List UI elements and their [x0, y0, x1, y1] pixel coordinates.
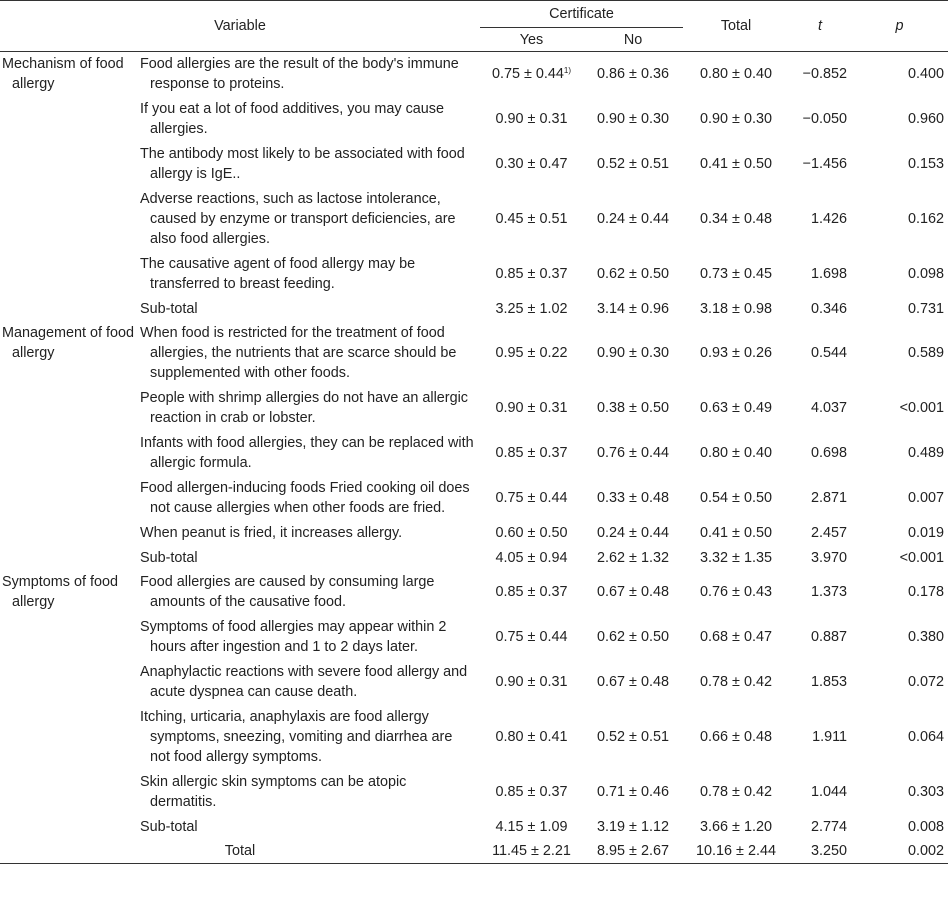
table-row [0, 52, 948, 98]
table-row [0, 431, 948, 476]
no-header: No [583, 28, 683, 52]
p-cell: 0.589 [908, 345, 945, 361]
no-cell: 0.24 ± 0.44 [597, 525, 669, 541]
yes-cell [480, 97, 583, 142]
yes-value: 0.95 ± 0.22 [495, 345, 568, 361]
total-cell: 0.63 ± 0.49 [700, 400, 772, 416]
t-cell: 1.698 [811, 266, 848, 282]
t-cell: 4.037 [811, 400, 848, 416]
p-cell: 0.731 [908, 301, 945, 317]
table-row [0, 660, 948, 705]
section-category-label: Management of food allergy [2, 325, 135, 361]
p-cell: 0.019 [908, 525, 945, 541]
variable-cell [138, 187, 480, 252]
section-category-label: Symptoms of food allergy [2, 574, 118, 610]
p-cell: 0.162 [908, 211, 945, 227]
t-cell: 0.887 [811, 629, 848, 645]
p-cell: 0.489 [908, 445, 945, 461]
no-cell: 0.90 ± 0.30 [597, 111, 669, 127]
table-row [0, 521, 948, 546]
yes-cell: 3.25 ± 1.02 [495, 301, 568, 317]
table-row [0, 770, 948, 815]
yes-cell [480, 187, 583, 252]
yes-cell: 4.05 ± 0.94 [495, 550, 568, 566]
yes-value: 0.85 ± 0.37 [495, 445, 568, 461]
yes-cell [480, 321, 583, 386]
yes-value: 0.30 ± 0.47 [495, 156, 568, 172]
no-cell: 0.62 ± 0.50 [597, 629, 669, 645]
variable-cell [138, 52, 480, 98]
p-cell: 0.303 [908, 784, 945, 800]
no-cell: 0.76 ± 0.44 [597, 445, 669, 461]
t-cell: −0.050 [802, 111, 848, 127]
variable-cell [138, 252, 480, 297]
yes-cell [480, 615, 583, 660]
no-cell: 0.86 ± 0.36 [597, 66, 669, 82]
certificate-header: Certificate [480, 1, 683, 28]
variable-header: Variable [0, 1, 480, 52]
variable-text: Symptoms of food allergies may appear within 2 hours after ingestion and 1 to 2 days later. [140, 619, 447, 655]
subtotal-row [0, 297, 948, 321]
table-row [0, 476, 948, 521]
yes-cell [480, 521, 583, 546]
variable-text: Infants with food allergies, they can be replaced with allergic formula. [140, 435, 474, 471]
variable-cell [138, 615, 480, 660]
p-cell: 0.178 [908, 584, 945, 600]
yes-header: Yes [480, 28, 583, 52]
t-cell: 1.044 [811, 784, 848, 800]
t-cell: −0.852 [802, 66, 848, 82]
table-row [0, 615, 948, 660]
table-row [0, 252, 948, 297]
yes-cell: 11.45 ± 2.21 [480, 839, 583, 864]
p-cell: 0.153 [908, 156, 945, 172]
variable-cell [138, 570, 480, 615]
yes-value: 0.85 ± 0.37 [495, 584, 568, 600]
t-header: t [789, 1, 851, 52]
t-cell: 1.911 [812, 729, 848, 745]
variable-cell [138, 476, 480, 521]
total-cell: 0.78 ± 0.42 [700, 674, 772, 690]
variable-text: The causative agent of food allergy may be transferred to breast feeding. [140, 256, 416, 292]
grand-total-row [0, 839, 948, 864]
no-cell: 3.14 ± 0.96 [597, 301, 669, 317]
variable-text: The antibody most likely to be associated with food allergy is IgE.. [140, 146, 465, 182]
table-row [0, 97, 948, 142]
p-cell: 0.007 [908, 490, 945, 506]
p-cell: 0.400 [908, 66, 945, 82]
section-category-label: Mechanism of food allergy [2, 56, 124, 92]
variable-text: Food allergen-inducing foods Fried cooking oil does not cause allergies when other foods are fried. [140, 480, 470, 516]
table-row [0, 321, 948, 386]
t-cell: 2.774 [811, 819, 848, 835]
variable-text: Food allergies are caused by consuming large amounts of the causative food. [140, 574, 435, 610]
t-cell: 1.426 [811, 211, 848, 227]
t-cell: 3.970 [811, 550, 848, 566]
yes-value: 0.75 ± 0.44 [495, 490, 568, 506]
no-cell: 2.62 ± 1.32 [597, 550, 669, 566]
t-cell: 2.871 [811, 490, 848, 506]
subtotal-label: Sub-total [140, 550, 198, 566]
yes-cell [480, 431, 583, 476]
footnote-marker: 1) [563, 66, 572, 75]
variable-cell [138, 521, 480, 546]
table-row [0, 187, 948, 252]
total-cell: 0.80 ± 0.40 [700, 445, 772, 461]
variable-cell [138, 770, 480, 815]
total-cell: 0.93 ± 0.26 [700, 345, 772, 361]
total-cell: 0.34 ± 0.48 [700, 211, 772, 227]
yes-value: 0.90 ± 0.31 [495, 674, 568, 690]
total-cell: 3.18 ± 0.98 [700, 301, 772, 317]
table-row [0, 705, 948, 770]
no-cell: 0.52 ± 0.51 [597, 729, 669, 745]
total-cell: 0.66 ± 0.48 [700, 729, 772, 745]
subtotal-row [0, 815, 948, 839]
yes-cell: 4.15 ± 1.09 [495, 819, 568, 835]
yes-value: 0.80 ± 0.41 [495, 729, 568, 745]
p-cell: 0.380 [908, 629, 945, 645]
variable-text: Adverse reactions, such as lactose intolerance, caused by enzyme or transport deficiencies, are also food allergies. [140, 191, 456, 247]
p-cell: 0.098 [908, 266, 945, 282]
yes-value: 0.75 ± 0.44 [491, 66, 564, 82]
variable-text: Itching, urticaria, anaphylaxis are food allergy symptoms, sneezing, vomiting and diarrhea are not food allergy symptoms. [140, 709, 453, 765]
yes-cell [480, 252, 583, 297]
no-cell: 0.52 ± 0.51 [597, 156, 669, 172]
yes-cell [480, 52, 583, 98]
p-cell: 0.002 [851, 839, 948, 864]
grand-total-label: Total [0, 839, 480, 864]
no-cell: 0.71 ± 0.46 [597, 784, 669, 800]
p-cell: <0.001 [899, 550, 945, 566]
p-cell: <0.001 [899, 400, 945, 416]
variable-text: People with shrimp allergies do not have an allergic reaction in crab or lobster. [140, 390, 468, 426]
section-category [0, 570, 138, 839]
no-cell: 0.24 ± 0.44 [597, 211, 669, 227]
variable-text: Food allergies are the result of the body's immune response to proteins. [140, 56, 459, 92]
no-cell: 0.90 ± 0.30 [597, 345, 669, 361]
table-row [0, 386, 948, 431]
yes-value: 0.45 ± 0.51 [495, 211, 568, 227]
subtotal-label: Sub-total [140, 819, 198, 835]
yes-cell [480, 476, 583, 521]
total-cell: 0.80 ± 0.40 [700, 66, 772, 82]
variable-text: When peanut is fried, it increases allergy. [140, 525, 403, 541]
table-row [0, 570, 948, 615]
yes-value: 0.85 ± 0.37 [495, 784, 568, 800]
p-cell: 0.960 [908, 111, 945, 127]
yes-cell [480, 770, 583, 815]
total-cell: 10.16 ± 2.44 [683, 839, 789, 864]
total-cell: 0.41 ± 0.50 [700, 525, 772, 541]
total-cell: 0.78 ± 0.42 [700, 784, 772, 800]
no-cell: 3.19 ± 1.12 [597, 819, 669, 835]
no-cell: 0.38 ± 0.50 [597, 400, 669, 416]
yes-value: 0.60 ± 0.50 [495, 525, 568, 541]
total-cell: 3.66 ± 1.20 [700, 819, 772, 835]
t-cell: −1.456 [802, 156, 848, 172]
table-body [0, 52, 948, 864]
section-category [0, 52, 138, 322]
no-cell: 8.95 ± 2.67 [583, 839, 683, 864]
p-header: p [851, 1, 948, 52]
no-cell: 0.67 ± 0.48 [597, 674, 669, 690]
t-cell: 2.457 [811, 525, 848, 541]
total-cell: 0.41 ± 0.50 [700, 156, 772, 172]
subtotal-row [0, 546, 948, 570]
variable-text: If you eat a lot of food additives, you may cause allergies. [140, 101, 444, 137]
total-cell: 0.90 ± 0.30 [700, 111, 772, 127]
total-cell: 0.54 ± 0.50 [700, 490, 772, 506]
yes-cell [480, 570, 583, 615]
total-cell: 3.32 ± 1.35 [700, 550, 772, 566]
yes-value: 0.75 ± 0.44 [495, 629, 568, 645]
yes-cell [480, 705, 583, 770]
t-cell: 0.698 [811, 445, 848, 461]
variable-cell [138, 705, 480, 770]
variable-text: When food is restricted for the treatment of food allergies, the nutrients that are scarce should be supplemented with other foods. [140, 325, 457, 381]
t-cell: 0.346 [811, 301, 848, 317]
no-cell: 0.67 ± 0.48 [597, 584, 669, 600]
section-category [0, 321, 138, 570]
t-cell: 0.544 [811, 345, 848, 361]
total-cell: 0.76 ± 0.43 [700, 584, 772, 600]
total-cell: 0.73 ± 0.45 [700, 266, 772, 282]
yes-value: 0.85 ± 0.37 [495, 266, 568, 282]
variable-cell [138, 660, 480, 705]
variable-cell [138, 321, 480, 386]
t-cell: 1.373 [811, 584, 848, 600]
p-cell: 0.072 [908, 674, 945, 690]
yes-value: 0.90 ± 0.31 [495, 400, 568, 416]
t-cell: 1.853 [811, 674, 848, 690]
yes-cell [480, 142, 583, 187]
t-cell: 3.250 [789, 839, 851, 864]
variable-cell [138, 142, 480, 187]
variable-cell [138, 431, 480, 476]
variable-text: Skin allergic skin symptoms can be atopic dermatitis. [140, 774, 407, 810]
no-cell: 0.62 ± 0.50 [597, 266, 669, 282]
table-row [0, 142, 948, 187]
total-cell: 0.68 ± 0.47 [700, 629, 772, 645]
yes-cell [480, 386, 583, 431]
variable-text: Anaphylactic reactions with severe food allergy and acute dyspnea can cause death. [140, 664, 468, 700]
yes-cell [480, 660, 583, 705]
variable-cell [138, 386, 480, 431]
total-header: Total [683, 1, 789, 52]
no-cell: 0.33 ± 0.48 [597, 490, 669, 506]
p-cell: 0.008 [908, 819, 945, 835]
yes-value: 0.90 ± 0.31 [495, 111, 568, 127]
variable-cell [138, 97, 480, 142]
subtotal-label: Sub-total [140, 301, 198, 317]
p-cell: 0.064 [908, 729, 945, 745]
